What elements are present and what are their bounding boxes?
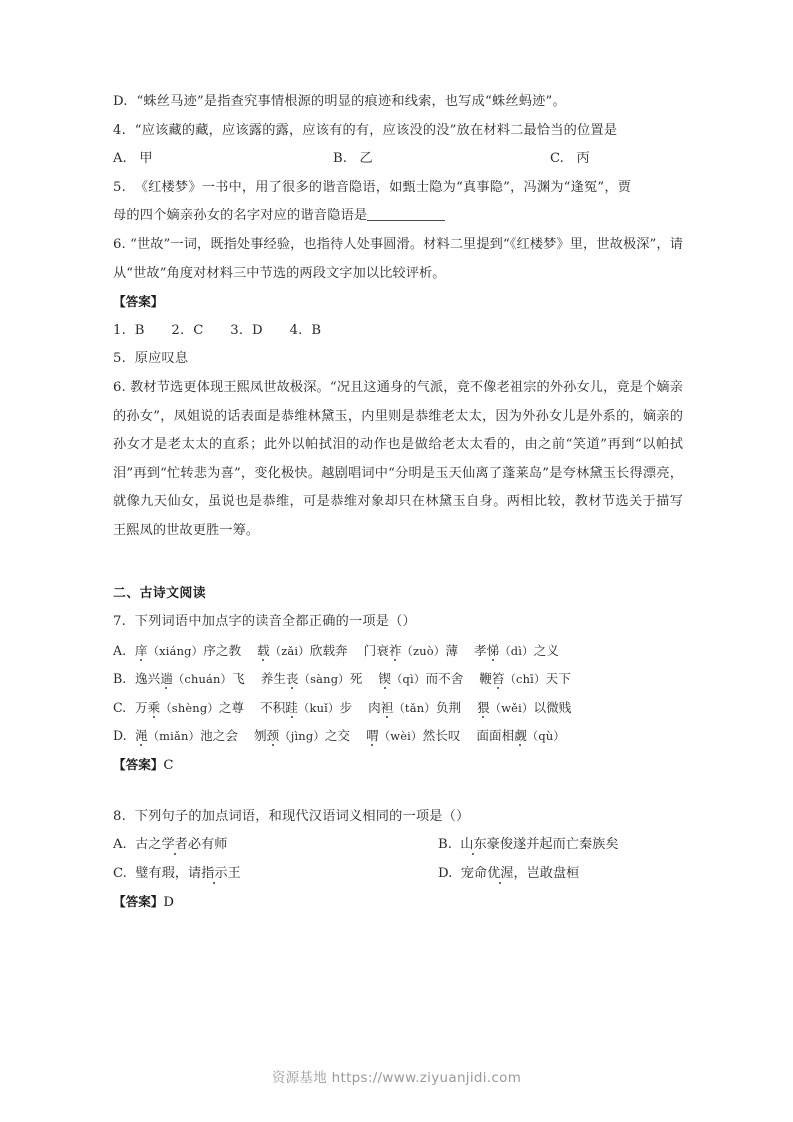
section-gap — [113, 546, 683, 580]
q7-option-b-label: B. — [113, 671, 127, 687]
document-content — [113, 88, 683, 918]
pre: 逸兴 — [135, 671, 161, 687]
q7-answer-label: 【答案】 — [113, 757, 164, 773]
q7-d-item-0 — [135, 722, 238, 751]
section-two-title: 二、古诗文阅读 — [113, 585, 207, 601]
pinyin: （sàng） — [298, 672, 350, 687]
q8-option-b[interactable] — [438, 831, 683, 860]
dotted-char: 跬 — [285, 699, 298, 715]
post: 死 — [349, 671, 363, 687]
watermark: 资源基地 https://www.ziyuanjidi.com — [271, 1070, 522, 1086]
post: 飞 — [232, 671, 245, 687]
post: 之尊 — [218, 699, 245, 715]
q7-option-a-label: A. — [113, 642, 127, 658]
q4-option-a-text: 甲 — [139, 151, 153, 167]
post: 豪俊遂并起而亡秦族矣 — [486, 837, 619, 853]
q8-option-c-label: C. — [113, 865, 127, 881]
dotted-char: 笞 — [491, 671, 505, 687]
answer-5: 5. 原应叹息 — [113, 351, 189, 367]
q7-c-item-3 — [477, 694, 571, 723]
pre: 不积 — [260, 699, 286, 715]
q3-option-d: D. “蛛丝马迹”是指查究事情根源的明显的痕迹和线索，也写成“蛛丝蚂迹”。 — [113, 94, 566, 109]
answers-1-4: 1. B 2. C 3. D 4. B — [113, 322, 322, 338]
pinyin: （chuán） — [172, 672, 233, 687]
post: ，岂敢盘桓 — [513, 865, 580, 881]
post: 而不舍 — [425, 671, 464, 687]
q7-c-item-2 — [368, 694, 461, 723]
q4-stem: 4. “应该藏的藏，应该露的露，应该有的有，应该没的没”放在材料二最恰当的位置是 — [113, 122, 618, 138]
post: 薄 — [445, 642, 458, 658]
q7-a-item-1 — [257, 637, 348, 666]
q7-option-d[interactable] — [113, 722, 683, 751]
post: 序之教 — [203, 642, 242, 658]
q7-option-c[interactable] — [113, 694, 683, 723]
post: 步 — [339, 699, 353, 715]
pre: 刎 — [253, 728, 267, 744]
q7-b-item-3 — [479, 665, 571, 694]
q7-option-c-label: C. — [113, 699, 127, 715]
q5-line-2 — [113, 202, 683, 231]
pinyin: （zuò） — [401, 643, 446, 658]
q4-option-c-label: C. — [550, 151, 564, 167]
post: 必有师 — [187, 837, 228, 853]
q8-answer — [113, 888, 683, 918]
q4-option-b-label: B. — [333, 151, 347, 167]
q7-d-item-2 — [366, 722, 460, 751]
q7-option-a[interactable] — [113, 637, 683, 666]
dotted-char: 悌 — [486, 642, 500, 658]
dotted-char: 渑 — [135, 728, 148, 744]
answer-6: 6. 教材节选更体现王熙凤世故极深。“况且这通身的气派，竟不像老祖宗的外孙女儿，竟是个嫡亲的孙女”，凤姐说的话表面是恭维林黛玉，内里则是恭维老太太，因为外孙女儿是外系的，嫡亲的孙女才是老太太的直系；此外以帕拭泪的动作也是做给老太太看的，由之前“笑道”再到“以帕拭泪”再到“忙转悲为喜”，变化极快。越剧唱词中“分明是玉天仙离了蓬莱岛”是夸林黛玉长得漂亮，就像九天仙女，虽说也是恭维，可是恭维对象却只在林黛玉自身。两相比较，教材节选关于描写王熙凤的世故更胜一筹。 — [113, 379, 683, 538]
q7-answer-value: C — [163, 758, 174, 774]
pinyin: （zǎi） — [269, 643, 310, 658]
q5-line-2-text: 母的四个嫡亲孙女的名字对应的谐音隐语是 — [113, 208, 368, 224]
q7-a-item-0 — [135, 637, 241, 666]
pinyin: （qù） — [526, 729, 565, 744]
q7-b-item-2 — [378, 665, 463, 694]
pre: 门衰 — [363, 642, 389, 658]
pinyin: （wěi） — [489, 700, 534, 715]
q7-d-item-1 — [254, 722, 350, 751]
dotted-char: 猥 — [477, 699, 490, 715]
q7-stem: 7. 下列词语中加点字的读音全都正确的一项是（） — [113, 614, 416, 630]
pre: 肉 — [368, 699, 381, 715]
q7-a-item-3 — [474, 637, 559, 666]
dotted-char: 载 — [257, 642, 270, 658]
q5-answer-blank[interactable] — [367, 220, 445, 221]
pinyin: （jìng） — [279, 729, 325, 744]
post: 王 — [227, 865, 241, 881]
q8-stem: 8. 下列句子的加点词语，和现代汉语词义相同的一项是（） — [113, 808, 470, 824]
post: 之交 — [324, 728, 351, 744]
q7-b-item-0 — [135, 665, 245, 694]
pinyin: （tǎn） — [393, 700, 436, 715]
q7-q8-gap — [113, 781, 683, 803]
post: 然长叹 — [422, 728, 461, 744]
q7-b-item-1 — [261, 665, 363, 694]
pinyin: （xiáng） — [147, 643, 204, 658]
q4-option-a[interactable] — [113, 145, 333, 174]
pinyin: （chī） — [504, 672, 546, 687]
pinyin: （qì） — [390, 672, 426, 687]
q8-answer-label: 【答案】 — [113, 894, 164, 910]
q7-c-item-1 — [260, 694, 352, 723]
q7-option-b[interactable] — [113, 665, 683, 694]
pre: 鞭 — [479, 671, 492, 687]
dotted-char: 袒 — [380, 699, 394, 715]
dotted-char: 庠 — [135, 642, 148, 658]
dotted-char: 乘 — [147, 699, 161, 715]
dotted-char: 颈 — [266, 728, 280, 744]
q8-option-b-label: B. — [438, 837, 452, 853]
q8-option-a-label: A. — [113, 837, 127, 853]
pinyin: （miǎn） — [147, 729, 201, 744]
pinyin: （kuǐ） — [297, 700, 340, 715]
post: 欣载奔 — [309, 642, 348, 658]
answers-header: 【答案】 — [113, 294, 164, 310]
q5-line-1: 5. 《红楼梦》一书中，用了很多的谐音隐语，如甄士隐为“真事隐”，冯渊为“逢冤”，贾 — [113, 179, 632, 195]
post: 之义 — [533, 642, 559, 658]
dotted-char: 丧 — [285, 671, 299, 687]
q4-option-c-text: 丙 — [576, 151, 590, 167]
dotted-word: 学者 — [161, 837, 188, 853]
q8-option-c[interactable] — [113, 860, 438, 889]
q4-option-b[interactable] — [333, 145, 550, 174]
q8-option-d-label: D. — [438, 865, 453, 881]
post: 负荆 — [435, 699, 462, 715]
dotted-char: 祚 — [388, 642, 402, 658]
dotted-char: 觑 — [514, 728, 527, 744]
post: 以微贱 — [533, 699, 572, 715]
pre: 养生 — [260, 671, 286, 687]
q4-option-c[interactable] — [550, 145, 683, 174]
pre: 古之 — [135, 837, 162, 853]
q4-options — [113, 145, 683, 174]
post: 池之会 — [200, 728, 238, 744]
q8-option-a[interactable] — [113, 831, 438, 860]
pre: 孝 — [474, 642, 487, 658]
pinyin: （shèng） — [160, 700, 219, 715]
pre: 宠命 — [460, 865, 488, 881]
dotted-char: 遄 — [160, 671, 173, 687]
q6-stem: 6. “世故”一词，既指处事经验，也指待人处事圆滑。材料二里提到“《红楼梦》里，世故极深”，请从“世故”角度对材料三中节选的两段文字加以比较评析。 — [113, 236, 683, 281]
pinyin: （wèi） — [378, 729, 423, 744]
q7-d-item-3 — [476, 722, 565, 751]
q7-a-item-2 — [364, 637, 458, 666]
dotted-char: 喟 — [366, 728, 379, 744]
dotted-word: 山东 — [460, 837, 487, 853]
pre: 面面相 — [476, 728, 515, 744]
q7-answer — [113, 751, 683, 781]
pinyin: （dì） — [499, 643, 534, 658]
q7-option-d-label: D. — [113, 728, 127, 744]
q8-options-row-2 — [113, 860, 683, 889]
q4-option-b-text: 乙 — [359, 151, 373, 167]
q8-options-row-1 — [113, 831, 683, 860]
q4-option-a-label: A. — [113, 151, 127, 167]
dotted-word: 指示 — [201, 865, 228, 881]
post: 天下 — [545, 671, 571, 687]
q8-option-d[interactable] — [438, 860, 683, 889]
pre: 璧有瑕，请 — [135, 865, 202, 881]
pre: 万 — [135, 699, 148, 715]
dotted-word: 优渥 — [487, 865, 514, 881]
dotted-char: 锲 — [378, 671, 391, 687]
q7-c-item-0 — [135, 694, 244, 723]
q8-answer-value: D — [163, 895, 174, 911]
